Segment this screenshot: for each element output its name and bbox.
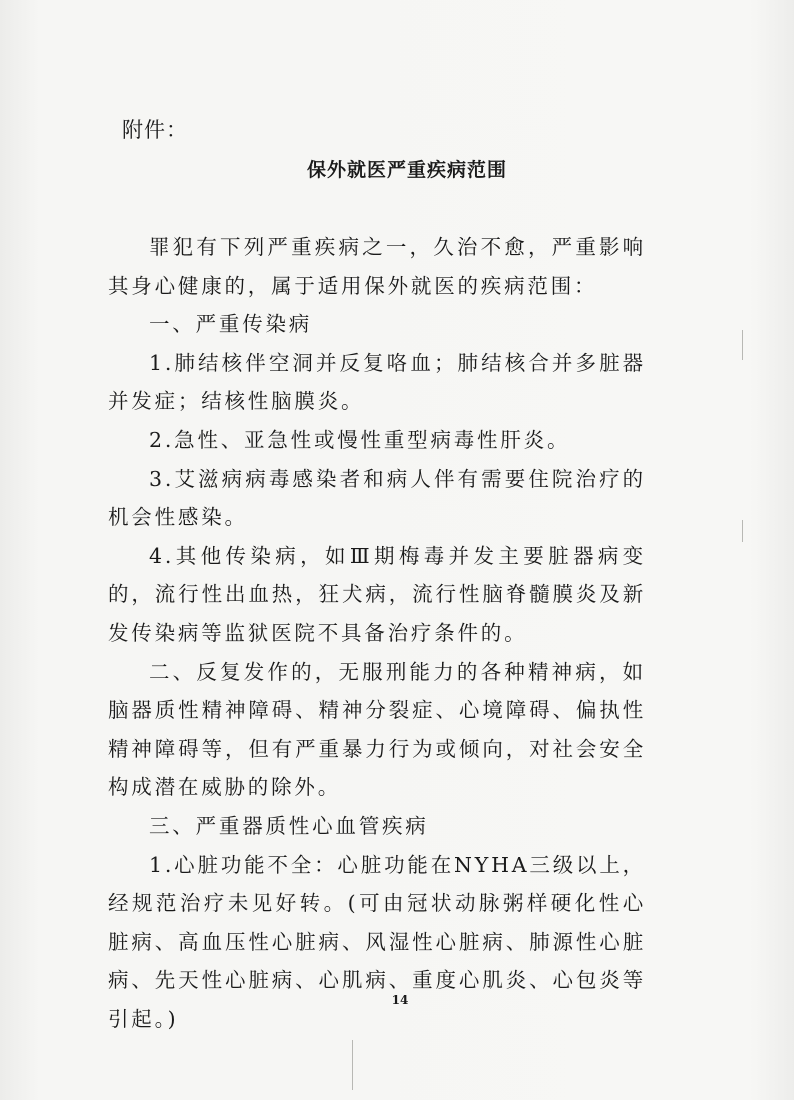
- paragraph-item: 2.急性、亚急性或慢性重型病毒性肝炎。: [149, 427, 571, 452]
- paragraph-item: 1.心脏功能不全：心脏功能在NYHA三级以上，经规范治疗未见好转。(可由冠状动脉粥样硬化性心脏病、高血压性心脏病、风湿性心脏病、肺源性心脏病、先天性心脏病、心肌病、重度心肌炎、心包炎等引起。): [108, 852, 646, 1031]
- section-heading-2: 二、反复发作的，无服刑能力的各种精神病，如脑器质性精神障碍、精神分裂症、心境障碍、偏执性精神障碍等，但有严重暴力行为或倾向，对社会安全构成潜在威胁的除外。: [108, 659, 646, 800]
- document-title: 保外就医严重疾病范围: [306, 159, 507, 181]
- scan-artifact-line: [742, 330, 743, 360]
- paragraph-item: 1.肺结核伴空洞并反复咯血；肺结核合并多脏器并发症；结核性脑膜炎。: [108, 350, 646, 414]
- page-number: 14: [391, 993, 409, 1007]
- section-heading-1: 一、严重传染病: [149, 312, 313, 337]
- paragraph-intro: 罪犯有下列严重疾病之一，久治不愈，严重影响其身心健康的，属于适用保外就医的疾病范围：: [108, 235, 646, 298]
- attachment-label: 附件：: [122, 118, 188, 142]
- document-body: [108, 228, 646, 1038]
- scan-artifact-line: [352, 1040, 353, 1090]
- paragraph-item: 3.艾滋病病毒感染者和病人伴有需要住院治疗的机会性感染。: [108, 466, 646, 530]
- scan-artifact-line: [742, 520, 743, 542]
- paragraph-item: 4.其他传染病，如Ⅲ期梅毒并发主要脏器病变的，流行性出血热，狂犬病，流行性脑脊髓膜炎及新发传染病等监狱医院不具备治疗条件的。: [108, 543, 646, 645]
- section-heading-3: 三、严重器质性心血管疾病: [149, 813, 429, 838]
